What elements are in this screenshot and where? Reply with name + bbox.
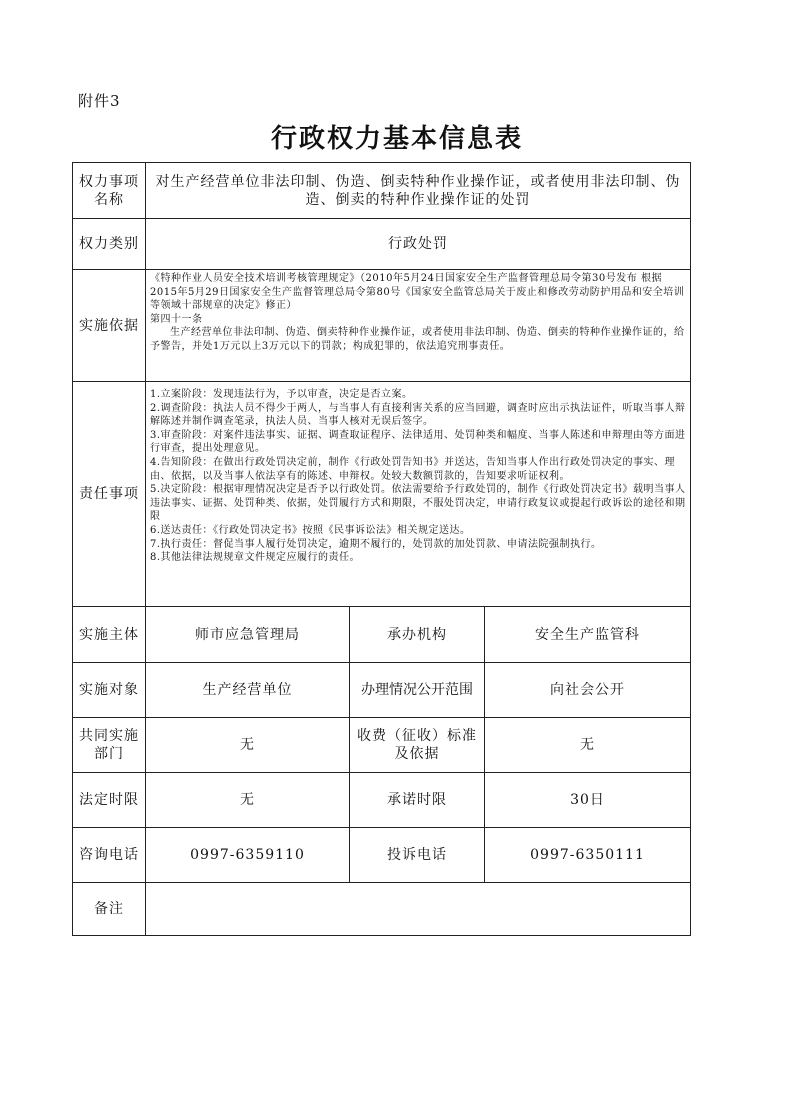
legal-basis-regulation: 《特种作业人员安全技术培训考核管理规定》（2010年5月24日国家安全生产监督管理总局令第30号发布 根据2015年5月29日国家安全生产监督管理总局令第80号《国家安全监管总局关于废止和修改劳动防护用品和安全培训等领域十部规章的决定》修正） bbox=[150, 273, 685, 312]
attachment-label: 附件3 bbox=[78, 92, 121, 110]
row-target bbox=[73, 663, 691, 718]
row-remarks bbox=[73, 883, 691, 936]
row-legal-basis bbox=[73, 270, 691, 382]
joint-dept-value: 无 bbox=[146, 718, 350, 773]
legal-time-limit-label: 法定时限 bbox=[73, 773, 146, 828]
responsibility-item: 5.决定阶段：根据审理情况决定是否予以行政处罚。依法需要给予行政处罚的，制作《行政处罚决定书》载明当事人违法事实、证据、处罚种类、依据，处罚履行方式和期限，不服处罚决定，申请行政复议或提起行政诉讼的途径和期限 bbox=[150, 484, 686, 523]
row-power-name bbox=[73, 163, 691, 219]
fee-standard-value: 无 bbox=[485, 718, 691, 773]
legal-basis-article-text: 生产经营单位非法印制、伪造、倒卖特种作业操作证，或者使用非法印制、伪造、倒卖的特种作业操作证的，给予警告，并处1万元以上3万元以下的罚款；构成犯罪的，依法追究刑事责任。 bbox=[150, 327, 685, 352]
responsibilities-label: 责任事项 bbox=[73, 382, 146, 607]
row-responsibilities bbox=[73, 382, 691, 607]
target-value: 生产经营单位 bbox=[146, 663, 350, 718]
subject-value: 师市应急管理局 bbox=[146, 607, 350, 663]
remarks-label: 备注 bbox=[73, 883, 146, 936]
responsibility-item: 3.审查阶段：对案件违法事实、证据、调查取证程序、法律适用、处罚种类和幅度、当事人陈述和申辩理由等方面进行审查，提出处理意见。 bbox=[150, 429, 686, 455]
responsibilities-content bbox=[146, 382, 691, 607]
subject-label: 实施主体 bbox=[73, 607, 146, 663]
power-type-value: 行政处罚 bbox=[146, 219, 691, 270]
power-name-label: 权力事项名称 bbox=[73, 163, 146, 219]
disclosure-scope-label: 办理情况公开范围 bbox=[350, 663, 485, 718]
complaint-phone-label: 投诉电话 bbox=[350, 828, 485, 883]
responsibility-item: 1.立案阶段：发现违法行为，予以审查，决定是否立案。 bbox=[150, 389, 413, 400]
complaint-phone-value: 0997-6350111 bbox=[485, 828, 691, 883]
legal-basis-content bbox=[146, 270, 691, 382]
row-time-limit bbox=[73, 773, 691, 828]
power-name-value: 对生产经营单位非法印制、伪造、倒卖特种作业操作证，或者使用非法印制、伪造、倒卖的特种作业操作证的处罚 bbox=[146, 163, 691, 219]
row-subject bbox=[73, 607, 691, 663]
responsibility-item: 2.调查阶段：执法人员不得少于两人，与当事人有直接利害关系的应当回避，调查时应出示执法证件，听取当事人辩解陈述并制作调查笔录，执法人员、当事人核对无误后签字。 bbox=[150, 402, 686, 428]
joint-dept-label: 共同实施部门 bbox=[73, 718, 146, 773]
fee-standard-label: 收费（征收）标准及依据 bbox=[350, 718, 485, 773]
consult-phone-value: 0997-6359110 bbox=[146, 828, 350, 883]
handling-agency-label: 承办机构 bbox=[350, 607, 485, 663]
row-joint bbox=[73, 718, 691, 773]
page-title: 行政权力基本信息表 bbox=[270, 124, 523, 154]
responsibility-item: 4.告知阶段：在做出行政处罚决定前，制作《行政处罚告知书》并送达，告知当事人作出行政处罚决定的事实、理由、依据，以及当事人依法享有的陈述、申辩权。处较大数额罚款的，告知要求听证权利。 bbox=[150, 456, 676, 482]
responsibility-item: 6.送达责任：《行政处罚决定书》按照《民事诉讼法》相关规定送达。 bbox=[150, 524, 471, 536]
promised-time-limit-label: 承诺时限 bbox=[350, 773, 485, 828]
row-phone bbox=[73, 828, 691, 883]
disclosure-scope-value: 向社会公开 bbox=[485, 663, 691, 718]
power-type-label: 权力类别 bbox=[73, 219, 146, 270]
info-table bbox=[72, 162, 691, 936]
row-power-type bbox=[73, 219, 691, 270]
legal-basis-label: 实施依据 bbox=[73, 270, 146, 382]
remarks-value bbox=[146, 883, 691, 936]
target-label: 实施对象 bbox=[73, 663, 146, 718]
consult-phone-label: 咨询电话 bbox=[73, 828, 146, 883]
responsibility-item: 7.执行责任：督促当事人履行处罚决定，逾期不履行的，处罚款的加处罚款、申请法院强制执行。 bbox=[150, 538, 602, 550]
legal-basis-article: 第四十一条 bbox=[150, 313, 203, 325]
legal-time-limit-value: 无 bbox=[146, 773, 350, 828]
responsibility-item: 8.其他法律法规规章文件规定应履行的责任。 bbox=[150, 552, 361, 564]
handling-agency-value: 安全生产监管科 bbox=[485, 607, 691, 663]
promised-time-limit-value: 30日 bbox=[485, 773, 691, 828]
